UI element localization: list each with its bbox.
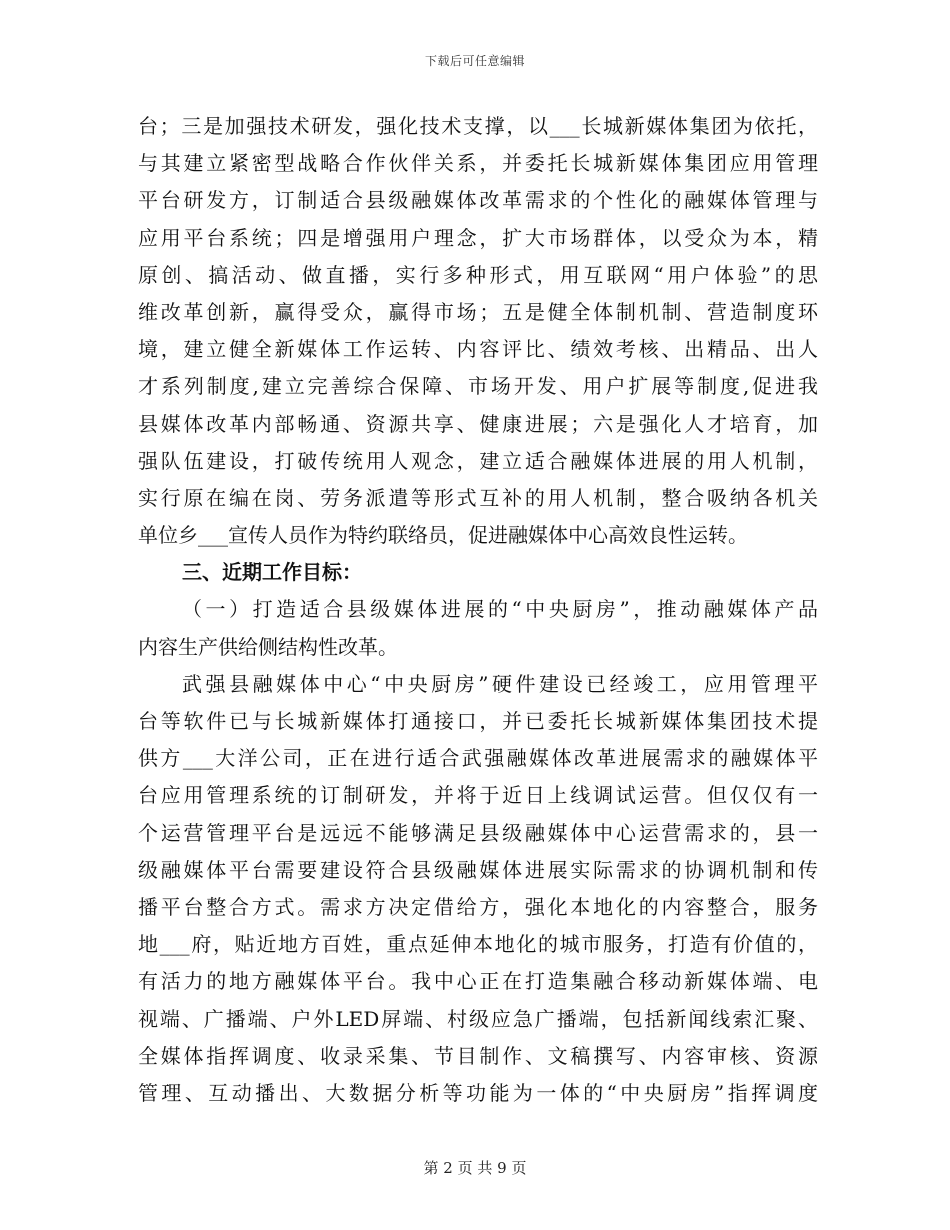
body-text-line: 武强县融媒体中心“中央厨房”硬件建设已经竣工，应用管理平 [182, 671, 818, 696]
body-text-line: 强队伍建设，打破传统用人观念，建立适合融媒体进展的用人机制， [138, 448, 818, 473]
body-text-line: 与其建立紧密型战略合作伙伴关系，并委托长城新媒体集团应用管理 [138, 151, 818, 176]
body-text-line: 应用平台系统；四是增强用户理念，扩大市场群体，以受众为本，精 [138, 225, 818, 250]
section-heading: 三、近期工作目标： [182, 560, 362, 585]
body-text-line: 实行原在编在岗、劳务派遣等形式互补的用人机制，整合吸纳各机关 [138, 485, 818, 510]
body-text-line: 视端、广播端、户外LED屏端、村级应急广播端，包括新闻线索汇聚、 [138, 1006, 818, 1031]
body-text-line: 供方___大洋公司，正在进行适合武强融媒体改革进展需求的融媒体平 [138, 746, 818, 771]
body-text-line: 原创、搞活动、做直播，实行多种形式，用互联网“用户体验”的思 [138, 262, 818, 287]
body-text-line: 有活力的地方融媒体平台。我中心正在打造集融合移动新媒体端、电 [138, 969, 818, 994]
body-text-line: 台应用管理系统的订制研发，并将于近日上线调试运营。但仅仅有一 [138, 783, 818, 808]
body-text-line: 地___府，贴近地方百姓，重点延伸本地化的城市服务，打造有价值的， [138, 932, 818, 957]
body-text-line: 境，建立健全新媒体工作运转、内容评比、绩效考核、出精品、出人 [138, 337, 818, 362]
body-text-line: 单位乡___宣传人员作为特约联络员，促进融媒体中心高效良性运转。 [138, 523, 748, 548]
body-text-line: 台等软件已与长城新媒体打通接口，并已委托长城新媒体集团技术提 [138, 709, 818, 733]
body-text-line: 播平台整合方式。需求方决定借给方，强化本地化的内容整合，服务 [138, 894, 818, 919]
page-footer: 第 2 页 共 9 页 [423, 1159, 527, 1177]
body-text-line: 才系列制度,建立完善综合保障、市场开发、用户扩展等制度,促进我 [138, 374, 818, 399]
body-text-line: 个运营管理平台是远远不能够满足县级融媒体中心运营需求的，县一 [138, 820, 818, 845]
page-header: 下载后可任意编辑 [424, 54, 525, 68]
body-text-line: 县媒体改革内部畅通、资源共享、健康进展；六是强化人才培育，加 [138, 411, 818, 436]
document-body [138, 108, 818, 1112]
body-text-line: 平台研发方，订制适合县级融媒体改革需求的个性化的融媒体管理与 [138, 188, 818, 213]
body-text-line: 管理、互动播出、大数据分析等功能为一体的“中央厨房”指挥调度 [138, 1080, 818, 1105]
body-text-line: 内容生产供给侧结构性改革。 [138, 634, 398, 659]
body-text-line: 维改革创新，赢得受众，赢得市场；五是健全体制机制、营造制度环 [138, 299, 818, 324]
body-text-line: 全媒体指挥调度、收录采集、节目制作、文稿撰写、内容审核、资源 [138, 1043, 818, 1068]
body-text-line: 级融媒体平台需要建设符合县级融媒体进展实际需求的协调机制和传 [138, 857, 818, 882]
body-text-line: 台；三是加强技术研发，强化技术支撑，以___长城新媒体集团为依托， [138, 114, 818, 138]
body-text-line: （一）打造适合县级媒体进展的“中央厨房”，推动融媒体产品 [182, 597, 818, 622]
